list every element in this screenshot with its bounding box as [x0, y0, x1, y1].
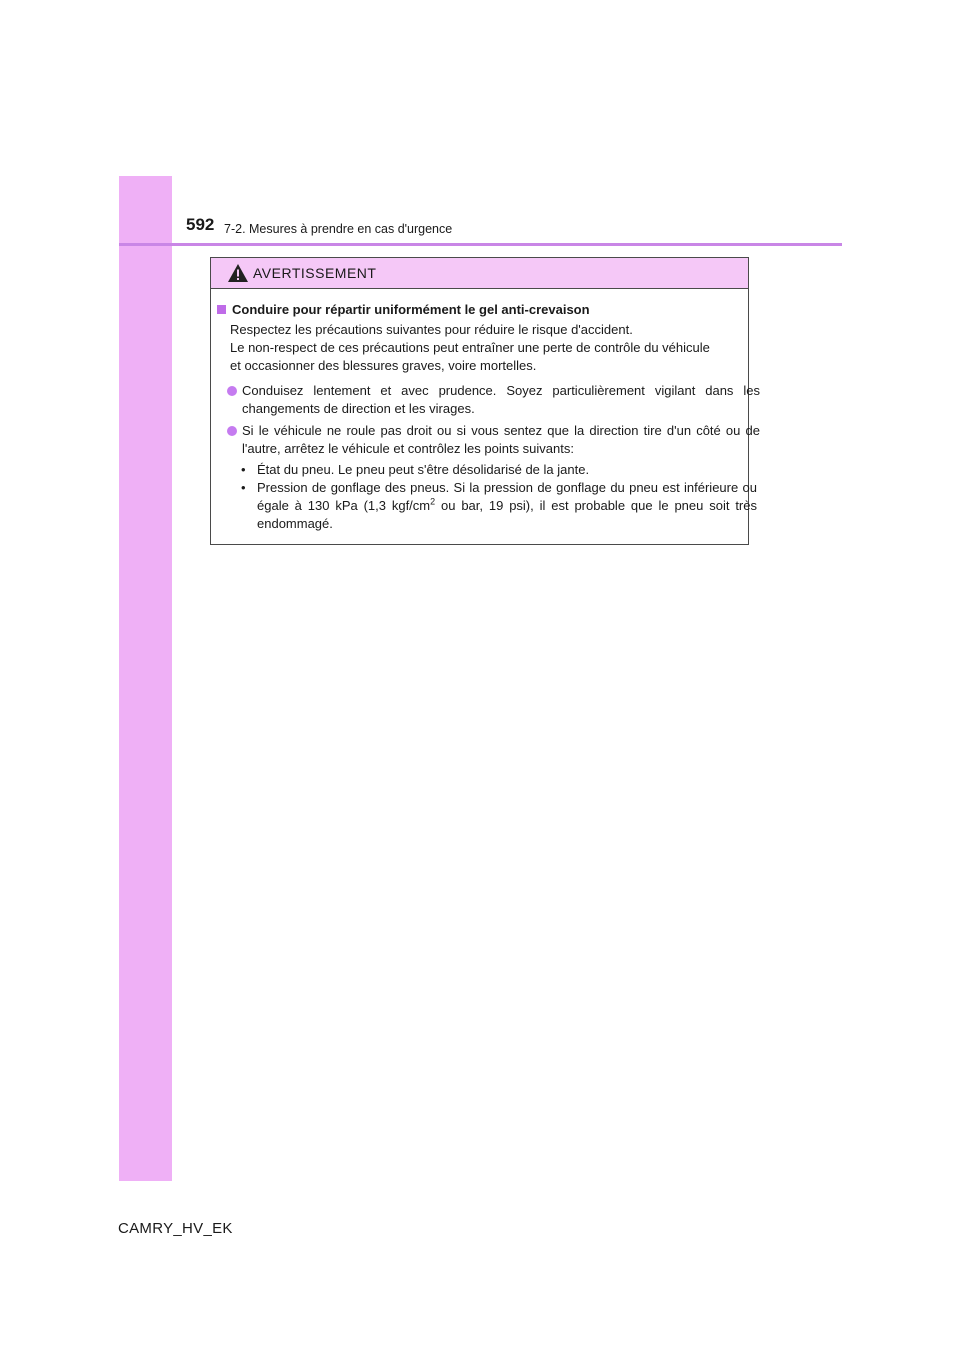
warning-title: AVERTISSEMENT — [253, 265, 377, 281]
warning-box — [210, 257, 760, 545]
sub-item-text-cont: ou bar, 19 psi), il est probable que le pneu soit très endommagé. — [257, 498, 757, 531]
intro-line: Respectez les précautions suivantes pour réduire le risque d'accident. — [230, 322, 633, 337]
sub-bullet-mark: • — [241, 480, 246, 495]
document-code: CAMRY_HV_EK — [118, 1220, 233, 1237]
square-bullet-icon — [217, 305, 226, 314]
superscript: 2 — [430, 496, 436, 507]
sub-item — [241, 461, 757, 479]
page-number: 592 — [186, 215, 215, 234]
side-color-band — [119, 176, 172, 1181]
intro-line: Le non-respect de ces précautions peut entraîner une perte de contrôle du véhicule — [230, 340, 710, 355]
sub-item — [241, 479, 757, 533]
warning-subhead-text: Conduire pour répartir uniformément le gel anti-crevaison — [232, 302, 590, 317]
warning-subhead — [217, 301, 590, 319]
warning-icon — [227, 263, 249, 283]
circle-bullet-icon — [227, 386, 237, 396]
header-rule — [119, 243, 842, 246]
sub-item-text: État du pneu. Le pneu peut s'être désolidarisé de la jante. — [257, 462, 590, 477]
circle-bullet-icon — [227, 426, 237, 436]
section-title: 7-2. Mesures à prendre en cas d'urgence — [224, 222, 453, 236]
intro-line: et occasionner des blessures graves, voire mortelles. — [230, 358, 537, 373]
bullet-item — [227, 422, 760, 458]
bullet-item — [227, 382, 760, 418]
bullet-text: Si le véhicule ne roule pas droit ou si vous sentez que la direction tire d'un côté ou de l'autre, arrêtez le véhicule et contrôlez les points suivants: — [242, 423, 760, 456]
warning-header — [211, 258, 748, 289]
sub-bullet-mark: • — [241, 462, 246, 477]
warning-intro — [230, 321, 740, 375]
sub-item-text: Pression de gonflage des pneus. Si la pression de gonflage du pneu est inférieure ou égale à 130 kPa (1,3 kgf/cm — [257, 480, 757, 513]
bullet-text: Conduisez lentement et avec prudence. Soyez particulièrement vigilant dans les changements de direction et les virages. — [242, 383, 760, 416]
